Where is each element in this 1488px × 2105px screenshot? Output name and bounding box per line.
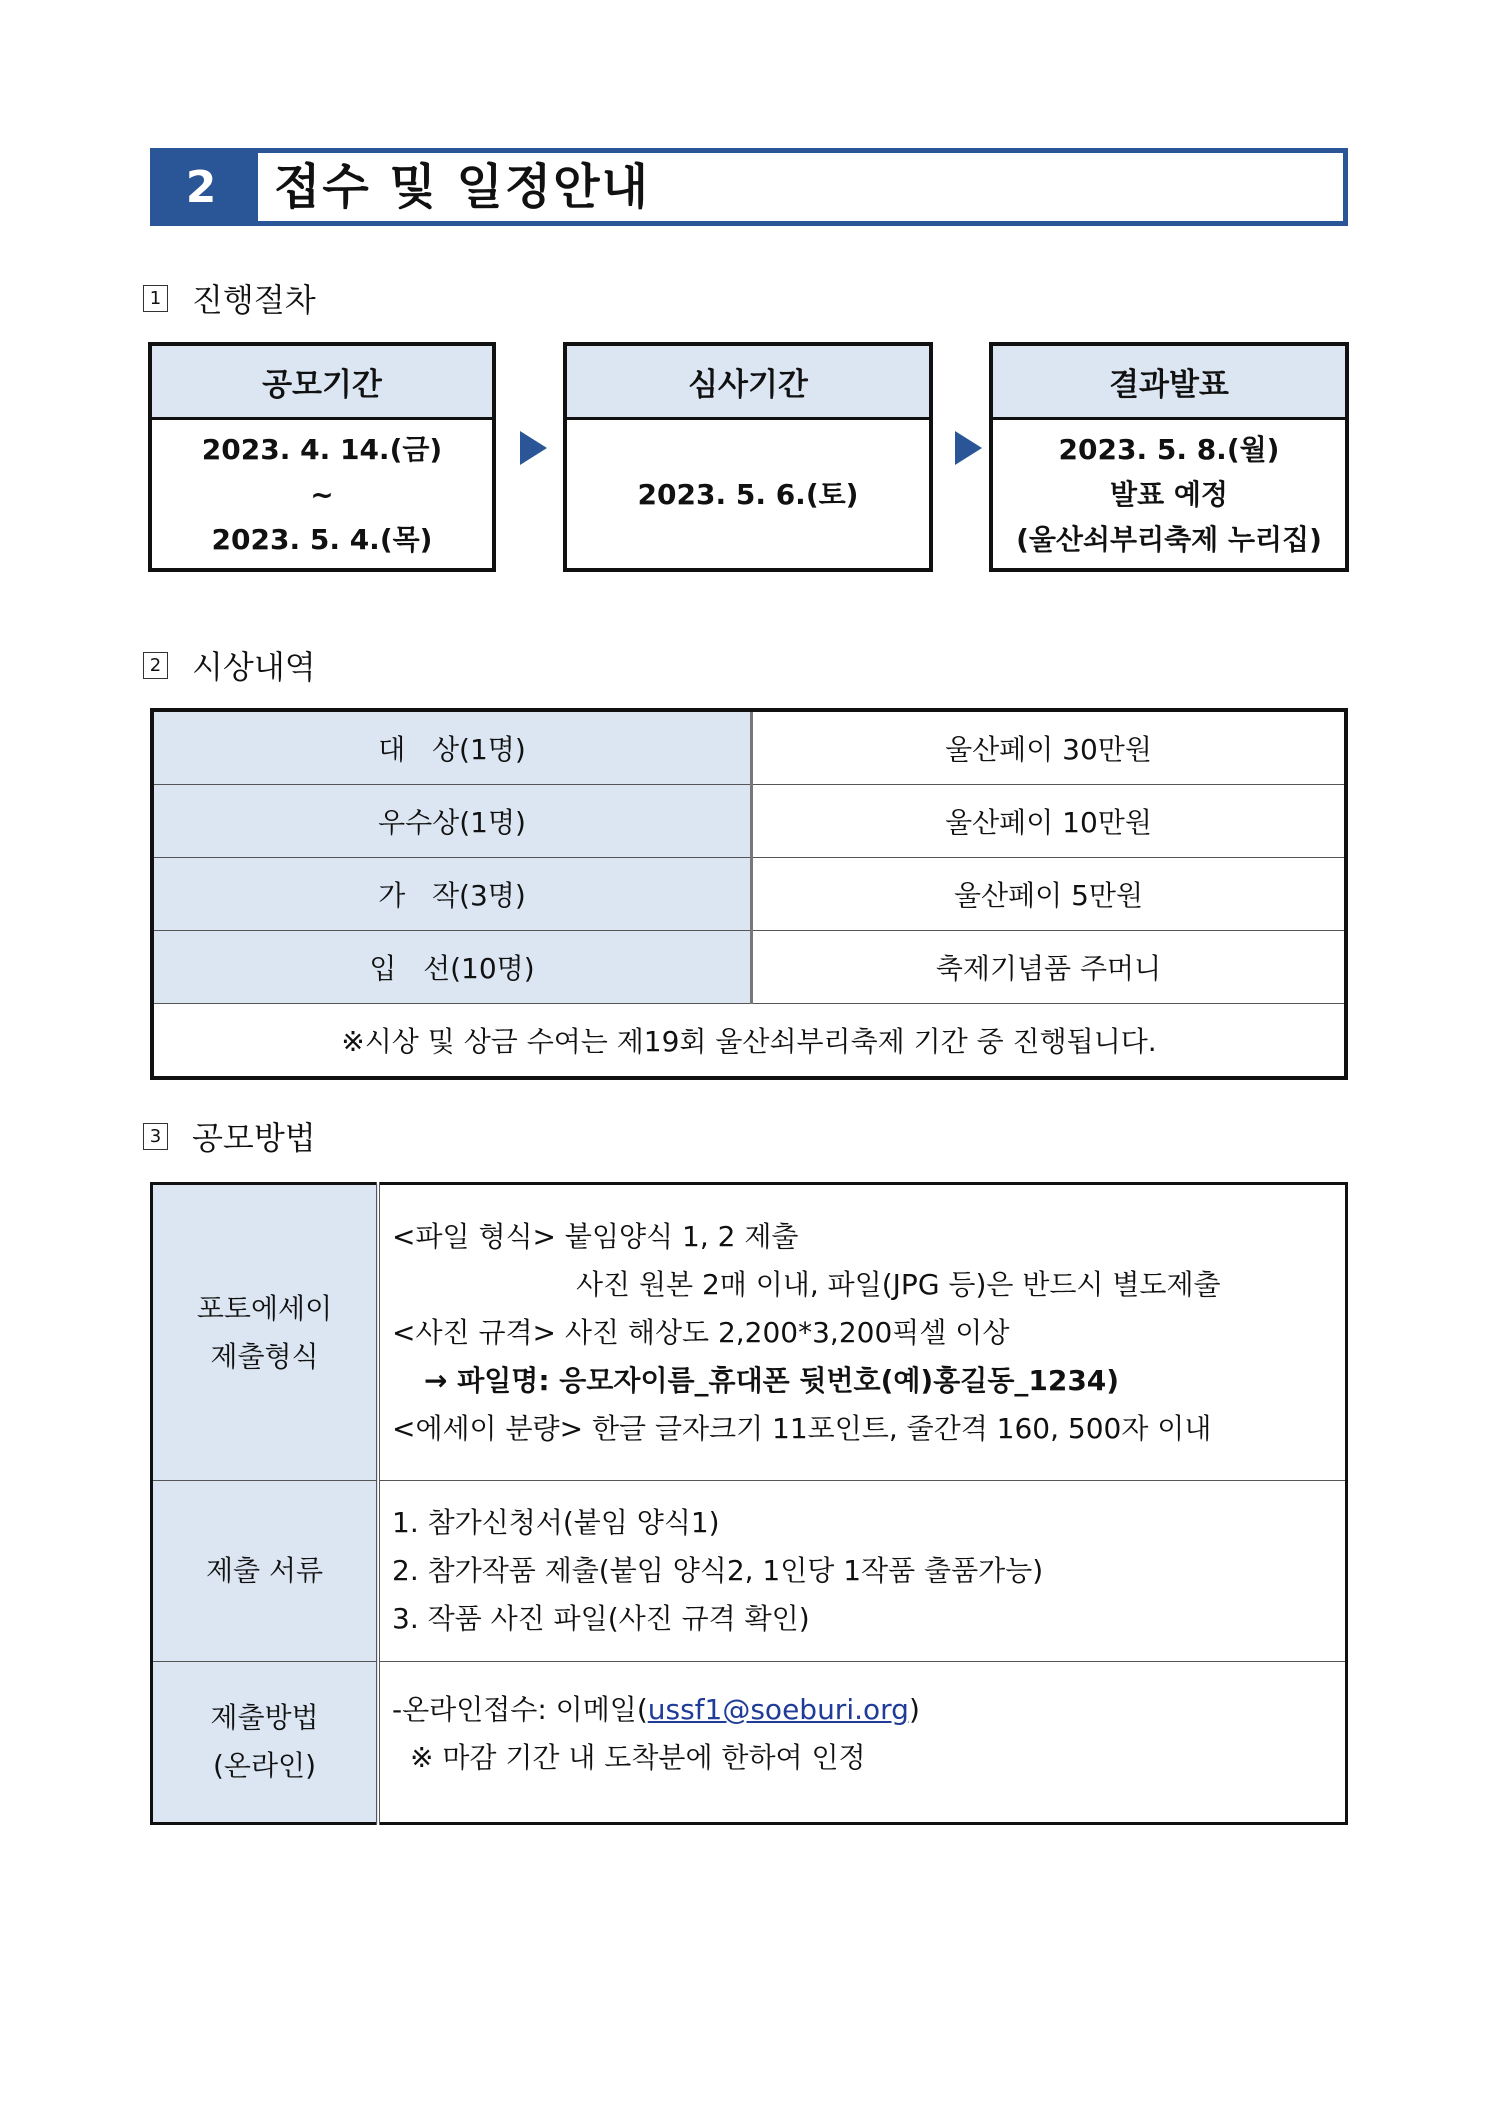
awards-table — [150, 708, 1348, 1080]
format-line: <에세이 분량> 한글 글자크기 11포인트, 줄간격 160, 500자 이내 — [392, 1411, 1212, 1445]
arrow-right-icon — [520, 431, 547, 465]
procedure-number-box: 1 — [143, 285, 168, 312]
award-value: 울산페이 10만원 — [752, 785, 1347, 858]
awards-heading — [143, 645, 316, 685]
section-title: 접수 및 일정안내 — [274, 159, 650, 215]
submit-note: ※ 마감 기간 내 도착분에 한하여 인정 — [410, 1741, 866, 1774]
format-line: → 파일명: 응모자이름_휴대폰 뒷번호(예)홍길동_1234) — [424, 1363, 1120, 1397]
table-row — [152, 858, 1346, 931]
step-body — [993, 420, 1345, 568]
submit-suffix: ) — [908, 1693, 920, 1726]
step-result-announcement — [989, 342, 1349, 572]
award-value: 축제기념품 주머니 — [752, 931, 1347, 1004]
step-title: 심사기간 — [567, 346, 929, 420]
award-label: 대 상(1명) — [152, 710, 752, 785]
email-link[interactable]: ussf1@soeburi.org — [647, 1693, 909, 1726]
awards-number-box: 2 — [143, 652, 168, 679]
list-item: 3. 작품 사진 파일(사진 규격 확인) — [392, 1602, 810, 1635]
step-line: 2023. 4. 14.(금) — [201, 432, 443, 466]
method-heading — [143, 1116, 316, 1156]
step-line: 발표 예정 — [1110, 477, 1228, 511]
section-number: 2 — [150, 148, 252, 226]
awards-note: ※시상 및 상금 수여는 제19회 울산쇠부리축제 기간 중 진행됩니다. — [152, 1004, 1346, 1079]
list-item: 2. 참가작품 제출(붙임 양식2, 1인당 1작품 출품가능) — [392, 1554, 1044, 1587]
table-row — [152, 1184, 1347, 1481]
format-label — [152, 1184, 379, 1481]
format-label-line2: 제출형식 — [210, 1339, 319, 1373]
arrow-right-icon — [955, 431, 982, 465]
step-contest-period — [148, 342, 496, 572]
step-title: 결과발표 — [993, 346, 1345, 420]
section-title-box — [252, 148, 1348, 226]
award-label: 입 선(10명) — [152, 931, 752, 1004]
award-label: 우수상(1명) — [152, 785, 752, 858]
table-row — [152, 785, 1346, 858]
step-review-period — [563, 342, 933, 572]
awards-heading-text: 시상내역 — [192, 648, 316, 686]
award-label: 가 작(3명) — [152, 858, 752, 931]
section-header — [150, 148, 1348, 226]
procedure-heading — [143, 278, 316, 318]
step-line: ~ — [310, 477, 334, 511]
format-label-line1: 포토에세이 — [196, 1291, 333, 1325]
submit-prefix: -온라인접수: 이메일( — [392, 1693, 648, 1726]
submit-label-line2: (온라인) — [213, 1749, 316, 1782]
method-table — [150, 1182, 1348, 1825]
table-row — [152, 1662, 1347, 1824]
step-title: 공모기간 — [152, 346, 492, 420]
submit-label — [152, 1662, 379, 1824]
step-line: 2023. 5. 8.(월) — [1058, 432, 1280, 466]
submit-line — [392, 1686, 1345, 1734]
step-body — [152, 420, 492, 568]
step-body — [567, 420, 929, 568]
method-heading-text: 공모방법 — [192, 1119, 316, 1157]
submit-details — [378, 1662, 1347, 1824]
step-line: (울산쇠부리축제 누리집) — [1016, 522, 1322, 556]
step-line: 2023. 5. 6.(토) — [637, 477, 859, 511]
table-row — [152, 1004, 1346, 1079]
format-details — [378, 1184, 1347, 1481]
list-item: 1. 참가신청서(붙임 양식1) — [392, 1506, 720, 1539]
table-row — [152, 1481, 1347, 1662]
docs-label: 제출 서류 — [152, 1481, 379, 1662]
format-line: 사진 원본 2매 이내, 파일(JPG 등)은 반드시 별도제출 — [576, 1267, 1221, 1301]
table-row — [152, 710, 1346, 785]
method-number-box: 3 — [143, 1123, 168, 1150]
format-line: <파일 형식> 붙임양식 1, 2 제출 — [392, 1219, 799, 1253]
procedure-heading-text: 진행절차 — [192, 281, 316, 319]
docs-details — [378, 1481, 1347, 1662]
table-row — [152, 931, 1346, 1004]
step-line: 2023. 5. 4.(목) — [211, 522, 433, 556]
award-value: 울산페이 5만원 — [752, 858, 1347, 931]
award-value: 울산페이 30만원 — [752, 710, 1347, 785]
format-line: <사진 규격> 사진 해상도 2,200*3,200픽셀 이상 — [392, 1315, 1010, 1349]
submit-label-line1: 제출방법 — [210, 1701, 319, 1734]
